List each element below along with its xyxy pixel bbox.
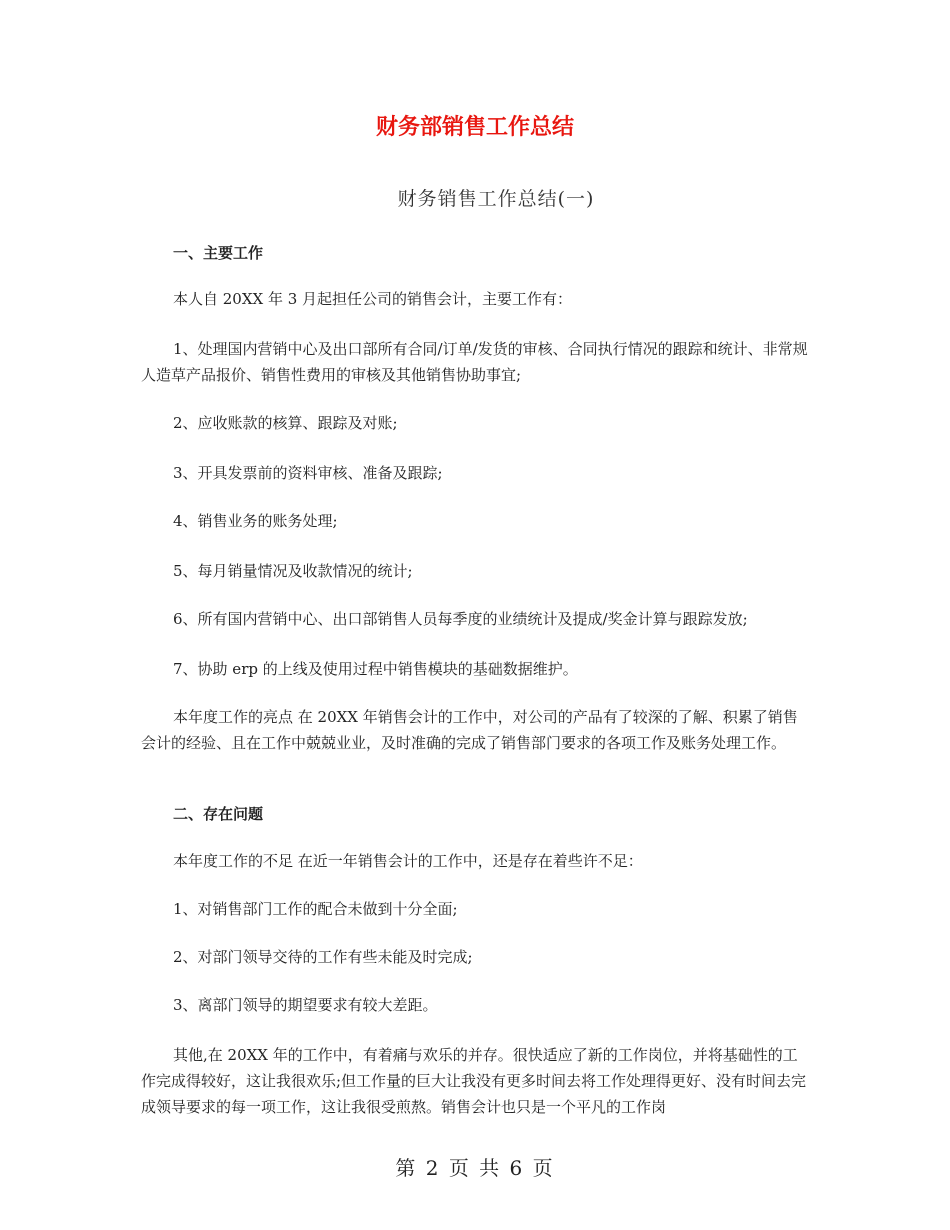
closing-paragraph: 其他,在 20XX 年的工作中，有着痛与欢乐的并存。很快适应了新的工作岗位，并将基础性的工作完成得较好，这让我很欢乐;但工作量的巨大让我没有更多时间去将工作处理得更好、没有时间去完成领导要求的每一项工作，这让我很受煎熬。销售会计也只是一个平凡的工作岗 [141,1046,807,1116]
duty-item: 7、协助 erp 的上线及使用过程中销售模块的基础数据维护。 [173,660,578,678]
document-title: 财务部销售工作总结 [375,115,574,140]
highlights-paragraph: 本年度工作的亮点 在 20XX 年销售会计的工作中，对公司的产品有了较深的了解、积累了销售会计的经验、且在工作中兢兢业业，及时准确的完成了销售部门要求的各项工作及账务处理工作。 [141,708,798,752]
shortcoming-item: 1、对销售部门工作的配合未做到十分全面; [173,900,458,918]
document-subtitle: 财务销售工作总结(一) [397,188,595,210]
section-heading-issues: 二、存在问题 [173,805,264,823]
duty-item: 3、开具发票前的资料审核、准备及跟踪; [173,464,443,482]
shortcoming-item: 2、对部门领导交待的工作有些未能及时完成; [173,948,473,966]
section-heading-main-work: 一、主要工作 [173,244,264,262]
shortcoming-item: 3、离部门领导的期望要求有较大差距。 [173,996,438,1014]
page-number-footer: 第 2 页 共 6 页 [395,1156,555,1180]
shortcomings-intro: 本年度工作的不足 在近一年销售会计的工作中，还是存在着些许不足： [173,852,643,870]
intro-paragraph: 本人自 20XX 年 3 月起担任公司的销售会计，主要工作有： [173,290,573,308]
duty-item: 2、应收账款的核算、跟踪及对账; [173,414,398,432]
duty-item: 4、销售业务的账务处理; [173,512,338,530]
duty-item: 6、所有国内营销中心、出口部销售人员每季度的业绩统计及提成/奖金计算与跟踪发放; [173,610,748,628]
duty-item: 1、处理国内营销中心及出口部所有合同/订单/发货的审核、合同执行情况的跟踪和统计、非常规人造草产品报价、销售性费用的审核及其他销售协助事宜; [141,340,808,384]
duty-item: 5、每月销量情况及收款情况的统计; [173,562,413,580]
